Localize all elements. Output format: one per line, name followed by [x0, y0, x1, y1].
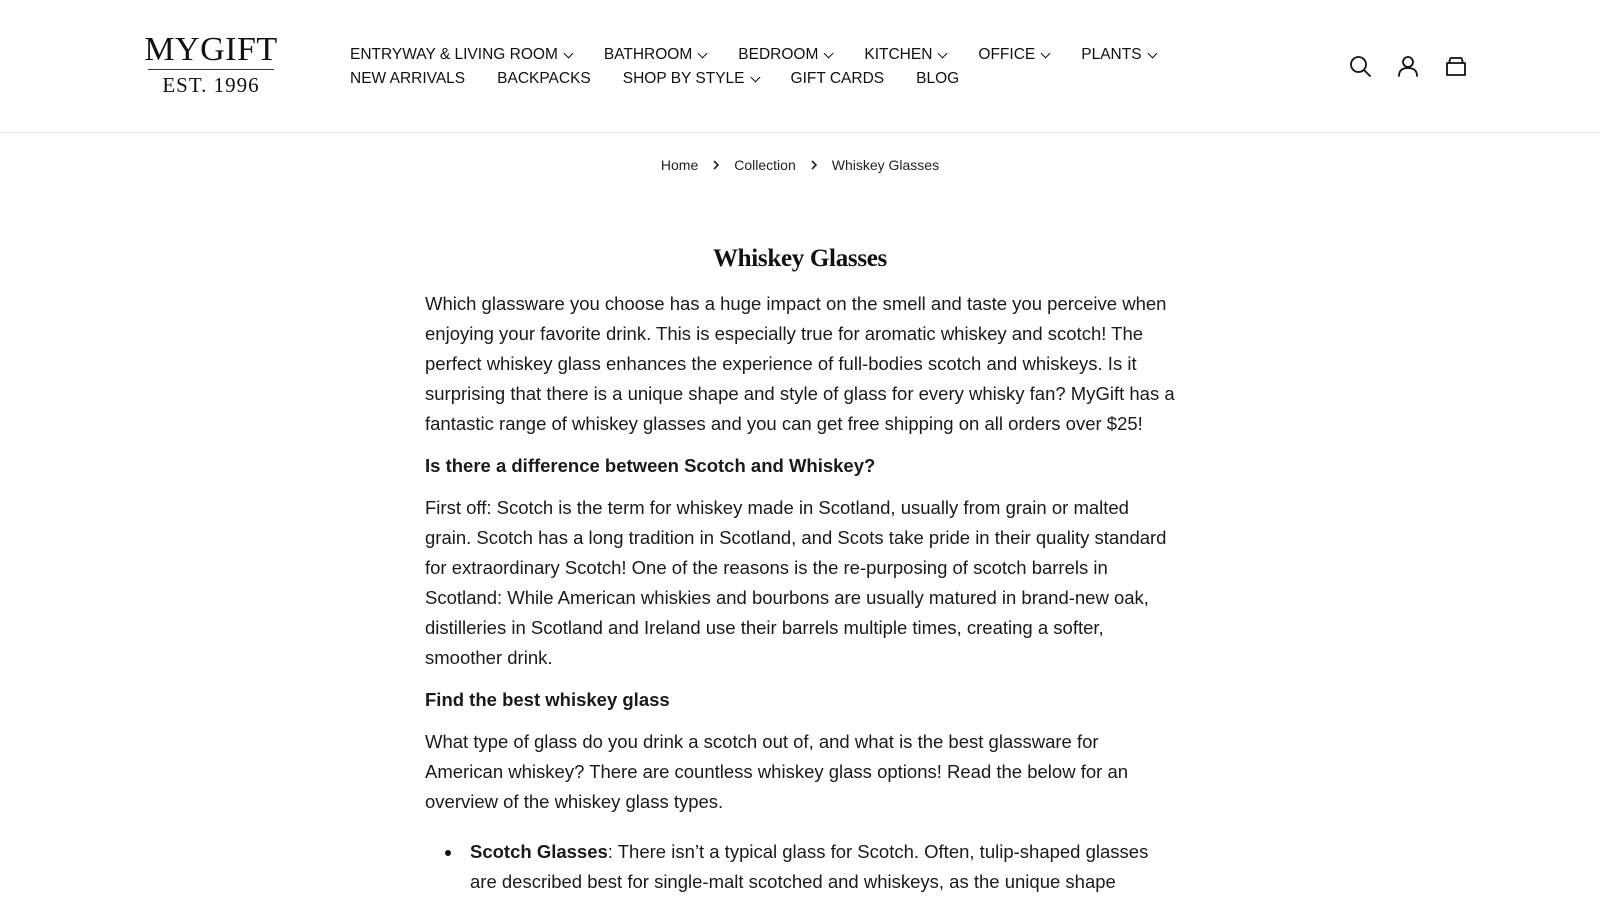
chevron-down-icon [824, 48, 834, 58]
nav-item-label: PLANTS [1081, 46, 1142, 63]
nav-item-bathroom[interactable] [604, 46, 706, 64]
logo-tagline: EST. 1996 [162, 73, 260, 97]
nav-item-label: ENTRYWAY & LIVING ROOM [350, 46, 558, 63]
nav-item-new-arrivals[interactable] [350, 70, 465, 88]
glass-types-paragraph: What type of glass do you drink a scotch out of, and what is the best glassware for American whiskey? There are countless whiskey glass options! Read the below for an overview of the whiskey glass types. [425, 731, 1129, 812]
intro-paragraph: Which glassware you choose has a huge impact on the smell and taste you perceive when enjoying your favorite drink. This is especially true for aromatic whiskey and scotch! The perfect whiskey glass enhances the experience of full-bodies scotch and whiskeys. Is it surprising that there is a unique shape and style of glass for every whisky fan? MyGift has a fantastic range of whiskey glasses and you can get free shipping on all orders over $25! [425, 293, 1175, 434]
page-title: Whiskey Glasses [712, 245, 887, 272]
nav-row-secondary [350, 67, 1150, 91]
site-header [0, 0, 1600, 133]
chevron-right-icon [808, 159, 820, 171]
chevron-down-icon [938, 48, 948, 58]
list-item-term: Scotch Glasses [470, 841, 608, 862]
nav-item-label: NEW ARRIVALS [350, 70, 466, 87]
nav-item-gift-cards[interactable] [791, 70, 885, 88]
nav-item-blog[interactable] [916, 70, 959, 88]
list-item [445, 837, 1175, 897]
chevron-down-icon [698, 48, 708, 58]
nav-row-primary [350, 43, 1150, 67]
breadcrumb [0, 157, 1600, 173]
logo-name: MYGIFT [144, 31, 278, 68]
main-nav [350, 43, 1150, 91]
search-icon[interactable] [1348, 54, 1372, 78]
header-icons [1348, 54, 1492, 78]
bullet-icon [445, 850, 451, 856]
cart-icon[interactable] [1444, 54, 1468, 78]
breadcrumb-home[interactable]: Home [660, 157, 699, 173]
nav-item-kitchen[interactable] [864, 46, 946, 64]
nav-item-label: BATHROOM [603, 46, 693, 63]
nav-item-label: OFFICE [978, 46, 1036, 63]
chevron-right-icon [710, 159, 722, 171]
chevron-down-icon [563, 48, 573, 58]
nav-item-label: KITCHEN [864, 46, 933, 63]
nav-item-label: BACKPACKS [497, 70, 591, 87]
nav-item-label: SHOP BY STYLE [622, 70, 745, 87]
scotch-paragraph: First off: Scotch is the term for whiskey made in Scotland, usually from grain or malted grain. Scotch has a long tradition in Scotland, and Scots take pride in their quality standard for extraordinary Scotch! One of the reasons is the re-purposing of scotch barrels in Scotland: While American whiskies and bourbons are usually matured in brand-new oak, distilleries in Scotland and Ireland use their barrels multiple times, creating a softer, smoother drink. [425, 497, 1167, 668]
breadcrumb-current: Whiskey Glasses [831, 157, 940, 173]
nav-item-label: BLOG [916, 70, 960, 87]
logo-divider [148, 69, 274, 70]
breadcrumb-collection[interactable]: Collection [734, 157, 796, 173]
nav-item-office[interactable] [978, 46, 1049, 64]
logo[interactable] [136, 32, 286, 97]
collection-description [425, 243, 1175, 897]
section-heading-best-glass: Find the best whiskey glass [425, 689, 670, 710]
chevron-down-icon [1041, 48, 1051, 58]
nav-item-backpacks[interactable] [497, 70, 591, 88]
nav-item-shop-by-style[interactable] [623, 70, 759, 88]
account-icon[interactable] [1396, 54, 1420, 78]
nav-item-label: BEDROOM [738, 46, 819, 63]
glass-types-list [425, 837, 1175, 897]
chevron-down-icon [750, 72, 760, 82]
nav-item-entryway-living-room[interactable] [350, 46, 572, 64]
section-heading-scotch-vs-whiskey: Is there a difference between Scotch and Whiskey? [425, 455, 876, 476]
chevron-down-icon [1147, 48, 1157, 58]
list-item-text [445, 837, 1175, 897]
nav-item-bedroom[interactable] [738, 46, 832, 64]
nav-item-label: GIFT CARDS [790, 70, 885, 87]
list-item-description: : There isn’t a typical glass for Scotch. Often, tulip-shaped glasses are described best for single-malt scotched and whiskeys, as the unique shape [470, 841, 1149, 892]
nav-item-plants[interactable] [1081, 46, 1155, 64]
